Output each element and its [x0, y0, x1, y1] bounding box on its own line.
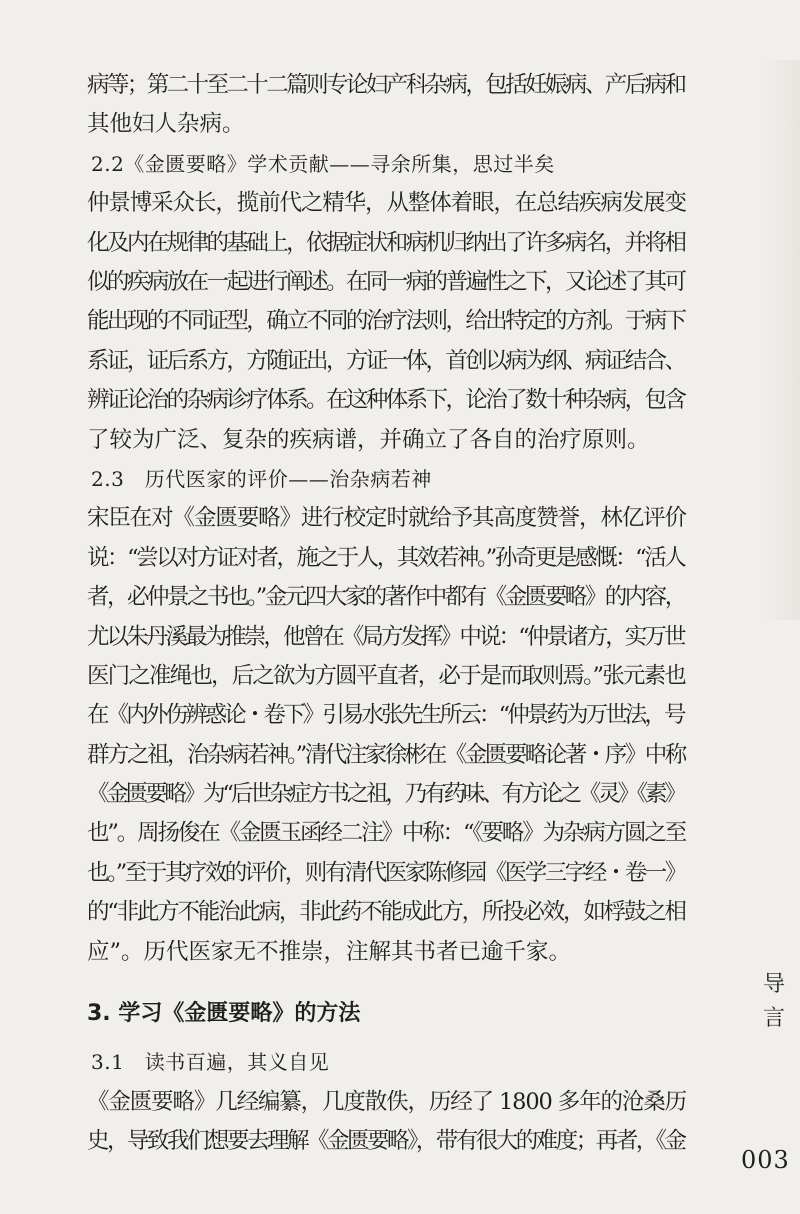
text-line: 说：“尝以对方证对者，施之于人，其效若神。”孙奇更是感慨：“活人: [87, 544, 685, 571]
text-line: 病等；第二十至二十二篇则专论妇产科杂病，包括妊娠病、产后病和: [87, 72, 685, 98]
text-line: 群方之祖，治杂病若神。”清代注家徐彬在《金匮要略论著・序》中称: [87, 741, 685, 768]
paragraph-3-1: [87, 1083, 687, 1162]
section-gap: [87, 1033, 687, 1043]
paragraph-2-2: [87, 184, 687, 460]
side-label-char: 导: [762, 972, 785, 997]
side-label-char: 言: [762, 1006, 785, 1031]
text-line: 系证，证后系方，方随证出，方证一体，首创以病为纲、病证结合、: [87, 347, 685, 374]
text-line: 辨证论治的杂病诊疗体系。在这种体系下，论治了数十种杂病，包含: [87, 387, 685, 414]
text-line: 仲景博采众长，揽前代之精华，从整体着眼，在总结疾病发展变: [87, 190, 686, 217]
section-gap: [87, 972, 687, 994]
text-line: 也”。周扬俊在《金匮玉函经二注》中称：“《要略》为杂病方圆之至: [87, 820, 686, 847]
text-line: 《金匮要略》为“后世杂症方书之祖，乃有药味、有方论之《灵》《素》: [87, 781, 684, 808]
text-line: 史，导致我们想要去理解《金匮要略》，带有很大的难度；再者，《金: [87, 1128, 685, 1155]
text-line: 也。”至于其疗效的评价，则有清代医家陈修园《医学三字经・卷一》: [87, 859, 685, 886]
chapter-side-label: [760, 968, 788, 1036]
text-line: 在《内外伤辨惑论・卷下》引易水张先生所云：“仲景药为万世法，号: [87, 702, 684, 729]
text-line: 宋臣在对《金匮要略》进行校定时就给予其高度赞誉，林亿评价: [87, 505, 686, 532]
page-number: 003: [741, 1146, 790, 1174]
text-line: 化及内在规律的基础上，依据症状和病机归纳出了许多病名，并将相: [87, 229, 685, 256]
paragraph-intro: [87, 66, 687, 145]
body-text: [87, 66, 687, 1162]
text-line: 了较为广泛、复杂的疾病谱，并确立了各自的治疗原则。: [87, 426, 650, 453]
facing-page-shadow: [762, 60, 800, 620]
text-line: 能出现的不同证型，确立不同的治疗法则，给出特定的方剂。于病下: [87, 308, 685, 335]
heading-3: 3. 学习《金匮要略》的方法: [87, 1001, 361, 1027]
heading-3-1: 3.1 读书百遍，其义自见: [91, 1050, 330, 1075]
paragraph-2-3: [87, 499, 687, 972]
text-line: 应”。历代医家无不推崇，注解其书者已逾千家。: [87, 938, 572, 965]
text-line: 者，必仲景之书也。”金元四大家的著作中都有《金匮要略》的内容，: [87, 584, 685, 611]
heading-2-3: 2.3 历代医家的评价——治杂病若神: [91, 466, 432, 491]
text-line: 尤以朱丹溪最为推崇，他曾在《局方发挥》中说：“仲景诸方，实万世: [87, 623, 684, 650]
text-line: 似的疾病放在一起进行阐述。在同一病的普遍性之下，又论述了其可: [87, 268, 685, 295]
text-line: 的“非此方不能治此病，非此药不能成此方，所投必效，如桴鼓之相: [87, 899, 685, 926]
heading-2-2: 2.2《金匮要略》学术贡献——寻余所集，思过半矣: [91, 151, 555, 176]
text-line: 医门之准绳也，后之欲为方圆平直者，必于是而取则焉。”张元素也: [87, 662, 685, 689]
text-line: 其他妇人杂病。: [87, 111, 245, 138]
text-line: 《金匮要略》几经编纂，几度散佚，历经了 1800 多年的沧桑历: [87, 1088, 686, 1115]
